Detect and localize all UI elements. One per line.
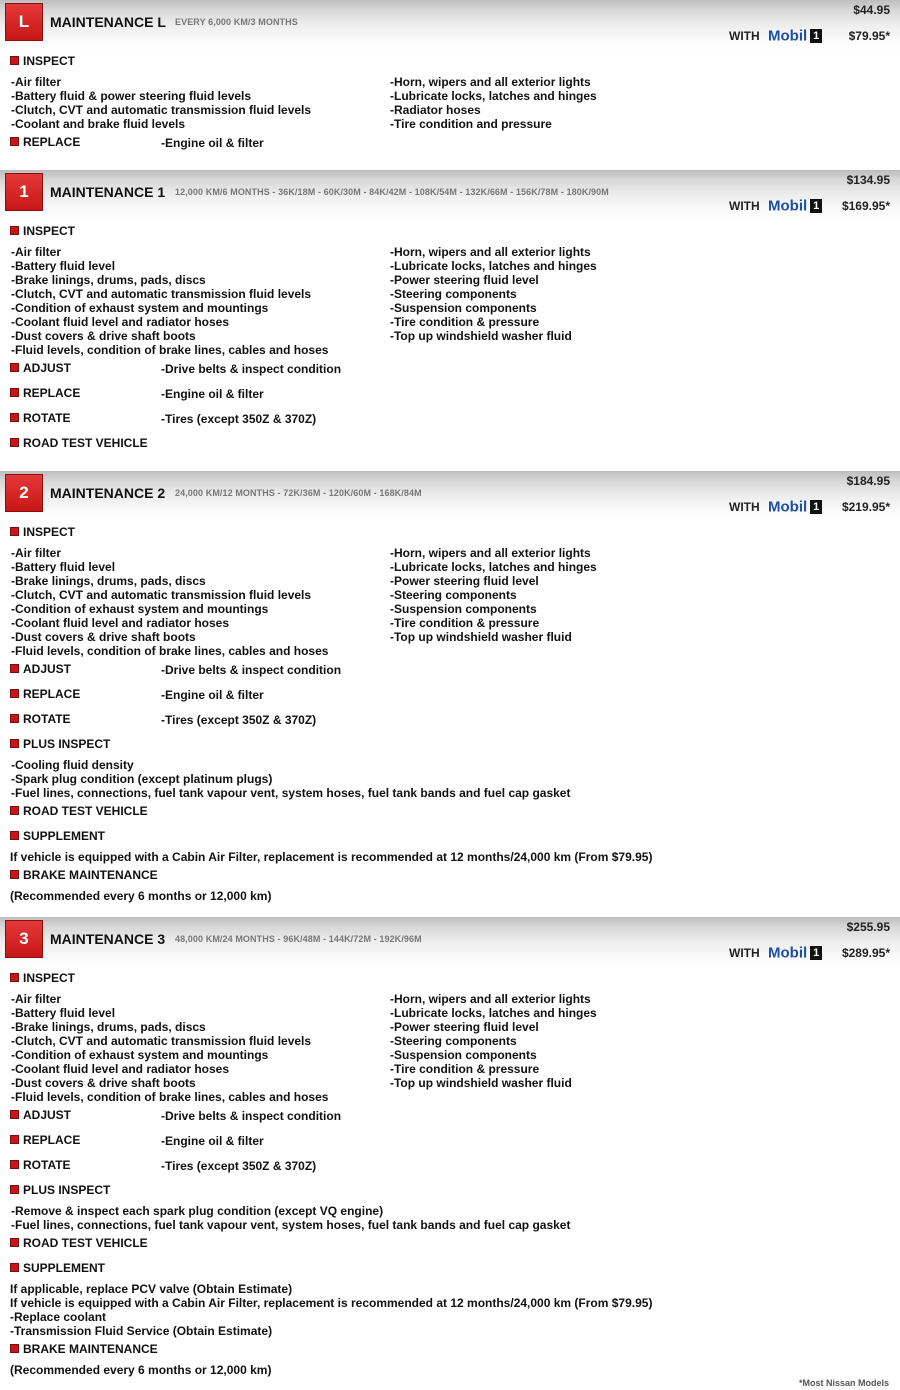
list-item: -Suspension components <box>390 1048 537 1062</box>
list-item: -Coolant fluid level and radiator hoses <box>11 315 230 329</box>
red-square-icon <box>10 1160 19 1169</box>
inspect-list-left <box>11 992 328 1104</box>
list-item: -Lubricate locks, latches and hinges <box>390 560 597 574</box>
list-item: -Steering components <box>390 1034 517 1048</box>
rotate-value: -Tires (except 350Z & 370Z) <box>161 412 317 426</box>
rotate-value: -Tires (except 350Z & 370Z) <box>161 1159 317 1173</box>
price-with-mobil: $219.95* <box>841 500 890 514</box>
list-item: -Clutch, CVT and automatic transmission fluid levels <box>11 103 312 117</box>
red-square-icon <box>10 973 19 982</box>
plus-inspect-list <box>11 1204 570 1232</box>
red-square-icon <box>10 664 19 673</box>
red-square-icon <box>10 1185 19 1194</box>
list-item: If applicable, replace PCV valve (Obtain Estimate) <box>10 1282 293 1296</box>
inspect-label: INSPECT <box>10 524 75 540</box>
list-item: -Brake linings, drums, pads, discs <box>11 574 206 588</box>
list-item: -Condition of exhaust system and mountings <box>11 1048 269 1062</box>
section-interval: 48,000 KM/24 MONTHS - 96K/48M - 144K/72M - 192K/96M <box>175 934 422 944</box>
section-interval: EVERY 6,000 KM/3 MONTHS <box>175 17 298 27</box>
supplement-text: If vehicle is equipped with a Cabin Air Filter, replacement is recommended at 12 months/24,000 km (From $79.95) <box>10 850 653 864</box>
red-square-icon <box>10 438 19 447</box>
rotate-label: ROTATE <box>10 1157 71 1173</box>
price-with-mobil: $79.95* <box>848 29 890 43</box>
red-square-icon <box>10 1135 19 1144</box>
list-item: -Clutch, CVT and automatic transmission fluid levels <box>11 588 312 602</box>
road-test-label: ROAD TEST VEHICLE <box>10 803 148 819</box>
inspect-list-left <box>11 546 328 658</box>
list-item: -Tire condition & pressure <box>390 616 540 630</box>
list-item: -Fluid levels, condition of brake lines, cables and hoses <box>11 343 329 357</box>
list-item: -Air filter <box>11 546 62 560</box>
road-test-label: ROAD TEST VEHICLE <box>10 435 148 451</box>
list-item: -Power steering fluid level <box>390 1020 539 1034</box>
list-item: -Brake linings, drums, pads, discs <box>11 273 206 287</box>
brake-maintenance-label: BRAKE MAINTENANCE <box>10 867 158 883</box>
list-item: -Coolant and brake fluid levels <box>11 117 186 131</box>
brake-maintenance-text: (Recommended every 6 months or 12,000 km) <box>10 1363 272 1377</box>
section-title: MAINTENANCE 3 <box>50 931 166 947</box>
list-item: -Dust covers & drive shaft boots <box>11 329 196 343</box>
adjust-value: -Drive belts & inspect condition <box>161 663 342 677</box>
list-item: -Horn, wipers and all exterior lights <box>390 245 591 259</box>
adjust-label: ADJUST <box>10 661 71 677</box>
plus-inspect-list <box>11 758 570 800</box>
list-item: -Cooling fluid density <box>11 758 134 772</box>
list-item: -Fuel lines, connections, fuel tank vapour vent, system hoses, fuel tank bands and fuel cap gasket <box>11 786 571 800</box>
brake-maintenance-text: (Recommended every 6 months or 12,000 km) <box>10 889 272 903</box>
list-item: -Radiator hoses <box>390 103 481 117</box>
list-item: -Top up windshield washer fluid <box>390 329 572 343</box>
inspect-list-left <box>11 75 311 131</box>
list-item: -Horn, wipers and all exterior lights <box>390 75 591 89</box>
rotate-value: -Tires (except 350Z & 370Z) <box>161 713 317 727</box>
red-square-icon <box>10 739 19 748</box>
list-item: -Horn, wipers and all exterior lights <box>390 546 591 560</box>
section-title: MAINTENANCE 2 <box>50 485 166 501</box>
section-title: MAINTENANCE L <box>50 14 166 30</box>
inspect-list-right <box>390 546 597 644</box>
section-badge: L <box>5 3 43 41</box>
list-item: -Fluid levels, condition of brake lines, cables and hoses <box>11 1090 329 1104</box>
list-item: -Clutch, CVT and automatic transmission fluid levels <box>11 287 312 301</box>
list-item: -Clutch, CVT and automatic transmission fluid levels <box>11 1034 312 1048</box>
list-item: -Condition of exhaust system and mountings <box>11 301 269 315</box>
maintenance-section-1 <box>0 170 900 471</box>
red-square-icon <box>10 1110 19 1119</box>
section-badge: 3 <box>5 920 43 958</box>
price: $134.95 <box>846 173 890 187</box>
price-with-mobil: $169.95* <box>841 199 890 213</box>
red-square-icon <box>10 1263 19 1272</box>
list-item: -Power steering fluid level <box>390 574 539 588</box>
adjust-value: -Drive belts & inspect condition <box>161 1109 342 1123</box>
list-item: -Remove & inspect each spark plug condition (except VQ engine) <box>11 1204 384 1218</box>
inspect-list-right <box>390 992 597 1090</box>
list-item: -Tire condition & pressure <box>390 1062 540 1076</box>
section-title: MAINTENANCE 1 <box>50 184 166 200</box>
list-item: -Battery fluid & power steering fluid levels <box>11 89 252 103</box>
list-item: -Battery fluid level <box>11 259 116 273</box>
supplement-label: SUPPLEMENT <box>10 1260 105 1276</box>
list-item: If vehicle is equipped with a Cabin Air Filter, replacement is recommended at 12 months/24,000 km (From $79.95) <box>10 1296 653 1310</box>
list-item: -Tire condition and pressure <box>390 117 552 131</box>
section-badge: 1 <box>5 173 43 211</box>
red-square-icon <box>10 689 19 698</box>
mobil-1-logo: Mobil 1 <box>768 197 822 217</box>
list-item: -Steering components <box>390 588 517 602</box>
maintenance-section-3 <box>0 917 900 1390</box>
replace-label: REPLACE <box>10 134 80 150</box>
list-item: -Lubricate locks, latches and hinges <box>390 259 597 273</box>
red-square-icon <box>10 56 19 65</box>
list-item: -Replace coolant <box>10 1310 107 1324</box>
list-item: -Steering components <box>390 287 517 301</box>
red-square-icon <box>10 714 19 723</box>
inspect-label: INSPECT <box>10 970 75 986</box>
list-item: -Coolant fluid level and radiator hoses <box>11 1062 230 1076</box>
red-square-icon <box>10 870 19 879</box>
list-item: -Brake linings, drums, pads, discs <box>11 1020 206 1034</box>
supplement-list <box>10 1282 652 1338</box>
adjust-value: -Drive belts & inspect condition <box>161 362 342 376</box>
list-item: -Tire condition & pressure <box>390 315 540 329</box>
list-item: -Battery fluid level <box>11 560 116 574</box>
inspect-label: INSPECT <box>10 53 75 69</box>
red-square-icon <box>10 831 19 840</box>
red-square-icon <box>10 388 19 397</box>
with-label: WITH <box>729 29 760 43</box>
adjust-label: ADJUST <box>10 360 71 376</box>
replace-value: -Engine oil & filter <box>161 688 264 702</box>
inspect-list-right <box>390 245 597 343</box>
replace-value: -Engine oil & filter <box>161 136 264 150</box>
adjust-label: ADJUST <box>10 1107 71 1123</box>
replace-label: REPLACE <box>10 1132 80 1148</box>
price-with-mobil: $289.95* <box>841 946 890 960</box>
brake-maintenance-label: BRAKE MAINTENANCE <box>10 1341 158 1357</box>
replace-label: REPLACE <box>10 385 80 401</box>
inspect-label: INSPECT <box>10 223 75 239</box>
list-item: -Top up windshield washer fluid <box>390 630 572 644</box>
list-item: -Suspension components <box>390 301 537 315</box>
list-item: -Lubricate locks, latches and hinges <box>390 89 597 103</box>
red-square-icon <box>10 137 19 146</box>
section-interval: 12,000 KM/6 MONTHS - 36K/18M - 60K/30M - 84K/42M - 108K/54M - 132K/66M - 156K/78M - 180K/90M <box>175 187 609 197</box>
red-square-icon <box>10 1238 19 1247</box>
plus-inspect-label: PLUS INSPECT <box>10 736 110 752</box>
list-item: -Fluid levels, condition of brake lines, cables and hoses <box>11 644 329 658</box>
footnote: *Most Nissan Models <box>798 1378 889 1388</box>
red-square-icon <box>10 226 19 235</box>
mobil-1-logo: Mobil 1 <box>768 27 822 47</box>
list-item: -Suspension components <box>390 602 537 616</box>
list-item: -Fuel lines, connections, fuel tank vapour vent, system hoses, fuel tank bands and fuel cap gasket <box>11 1218 571 1232</box>
price: $184.95 <box>846 474 890 488</box>
inspect-list-right <box>390 75 597 131</box>
mobil-1-logo: Mobil 1 <box>768 944 822 964</box>
inspect-list-left <box>11 245 328 357</box>
price: $44.95 <box>853 3 890 17</box>
rotate-label: ROTATE <box>10 410 71 426</box>
red-square-icon <box>10 806 19 815</box>
list-item: -Coolant fluid level and radiator hoses <box>11 616 230 630</box>
red-square-icon <box>10 527 19 536</box>
list-item: -Dust covers & drive shaft boots <box>11 1076 196 1090</box>
list-item: -Condition of exhaust system and mountings <box>11 602 269 616</box>
rotate-label: ROTATE <box>10 711 71 727</box>
list-item: -Dust covers & drive shaft boots <box>11 630 196 644</box>
list-item: -Air filter <box>11 992 62 1006</box>
maintenance-section-l <box>0 0 900 170</box>
replace-label: REPLACE <box>10 686 80 702</box>
supplement-label: SUPPLEMENT <box>10 828 105 844</box>
list-item: -Top up windshield washer fluid <box>390 1076 572 1090</box>
replace-value: -Engine oil & filter <box>161 387 264 401</box>
with-label: WITH <box>729 500 760 514</box>
section-badge: 2 <box>5 474 43 512</box>
road-test-label: ROAD TEST VEHICLE <box>10 1235 148 1251</box>
list-item: -Transmission Fluid Service (Obtain Estimate) <box>10 1324 273 1338</box>
red-square-icon <box>10 363 19 372</box>
list-item: -Spark plug condition (except platinum plugs) <box>11 772 273 786</box>
price: $255.95 <box>846 920 890 934</box>
mobil-1-logo: Mobil 1 <box>768 498 822 518</box>
red-square-icon <box>10 1344 19 1353</box>
list-item: -Battery fluid level <box>11 1006 116 1020</box>
list-item: -Horn, wipers and all exterior lights <box>390 992 591 1006</box>
list-item: -Lubricate locks, latches and hinges <box>390 1006 597 1020</box>
list-item: -Power steering fluid level <box>390 273 539 287</box>
list-item: -Air filter <box>11 245 62 259</box>
section-interval: 24,000 KM/12 MONTHS - 72K/36M - 120K/60M - 168K/84M <box>175 488 422 498</box>
with-label: WITH <box>729 946 760 960</box>
with-label: WITH <box>729 199 760 213</box>
list-item: -Air filter <box>11 75 62 89</box>
replace-value: -Engine oil & filter <box>161 1134 264 1148</box>
maintenance-section-2 <box>0 471 900 917</box>
red-square-icon <box>10 413 19 422</box>
plus-inspect-label: PLUS INSPECT <box>10 1182 110 1198</box>
